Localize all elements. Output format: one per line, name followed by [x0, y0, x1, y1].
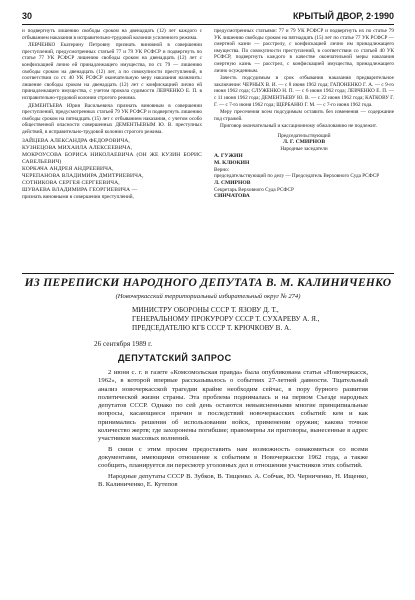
verdict-columns — [22, 28, 394, 270]
presiding-name: Л. Г. СМИРНОВ — [282, 139, 326, 146]
defendant-name: ЗАЙЦЕВА АЛЕКСАНДРА ФЕДОРОВИЧА, — [22, 137, 130, 144]
defendant-name: МОКРОУСОВА БОРИСА НИКОЛАЕВИЧА (ОН ЖЕ КУЗИН БОРИС САВЕЛЬЕВИЧ) — [22, 151, 202, 165]
assessor-name: М. КЛЮКИН — [214, 159, 250, 166]
newspaper-page — [22, 10, 394, 590]
assessors-label: Народные заседатели — [280, 146, 328, 153]
defendant-name: КУЗНЕЦОВА МИХАИЛА АЛЕКСЕЕВИЧА, — [22, 144, 133, 151]
true-copy-role: председательствующий по делу — Председатель Верховного Суда РСФСР — [214, 173, 380, 180]
true-copy-label: Верно: — [214, 166, 230, 173]
presiding-label: Председательствующий — [277, 132, 331, 139]
left-paragraph: ДЕМЕНТЬЕВА Юрия Васильевича признать виновным в совершении преступлений, предусмотренных статьей 79 УК РСФСР и подвергнуть лишению свободы сроком на пятнадцать (15) лет с отбыванием наказания, с учетом особо общественной опасности совершенных ДЕМЕНТЬЕВЫМ Ю. В. преступных действий, в исправительно-трудовой колонии строгого режима. — [22, 102, 202, 135]
addressee-block — [132, 306, 394, 333]
right-paragraph: предусмотренных статьями: 77 и 79 УК РСФСР и подвергнуть их по статье 79 УК лишению свободы сроком на пятнадцать (15) лет по статье 77 УК РСФСР — смертной казни — расстрелу, с конфискацией лично им принадлежащего имущества. По совокупности преступлений, в соответствии со статьей 40 УК РСФСР, подвергнуть каждого в качестве окончательной меры наказания смертную казнь — расстрел, с конфискацией имущества, принадлежащего лично осужденным. — [214, 28, 394, 74]
left-paragraph: ЛЕВЧЕНКО Екатерину Петровну признать виновной в совершении преступлений, предусмотренных статьей 77 и 79 УК РСФСР и подвергнуть по статье 77 УК РСФСР лишению свободы сроком на двенадцать (12) лет с конфискацией лично ей принадлежащего имущества, по ст. 79 — лишению свободы сроком на двенадцать (12) лет, а по совокупности преступлений, в соответствии со ст. 40 УК РСФСР окончательную меру наказания назначить: лишение свободы сроком на двенадцать (12) лет с конфискацией лично ей принадлежащего имущества, с учетом прокола судимости ЛЕВЧЕНКО Е. П. в исправительно-трудовой колонии строгого режима. — [22, 42, 202, 101]
defendant-list — [22, 138, 202, 195]
right-column — [214, 28, 394, 270]
request-body — [98, 369, 368, 584]
secretary-name: СИНЧАТОВА — [214, 192, 250, 199]
right-paragraph: Зачесть подсудимым в срок отбывания наказания предварительное заключение: ЧЕРНЫХ В. И. — с 8 июня 1962 года; ГАПОНЕНКО Г. А. — с 9-го июня 1962 года; СЛУЖЕНКО Н. П. — с 6 июня 1962 года; ЛЕВЧЕНКО Е. П. — с 11 июня 1962 года; ДЕМЕНТЬЕВУ Ю. В. — с 22 июня 1962 года; КАТКОВУ Г. Г. — с 7-го июня 1962 года; ЩЕРБАНЮ Г. М. — с 7-го июня 1962 года. — [214, 75, 394, 108]
addressee-line: ПРЕДСЕДАТЕЛЮ КГБ СССР Т. КРЮЧКОВУ В. А. — [132, 324, 292, 332]
secretary-role: Секретарь Верховного Суда РСФСР — [214, 186, 294, 193]
article-headline: ИЗ ПЕРЕПИСКИ НАРОДНОГО ДЕПУТАТА В. М. КАЛИНИЧЕНКО — [24, 277, 392, 289]
request-title: ДЕПУТАТСКИЙ ЗАПРОС — [118, 353, 232, 363]
right-paragraph: Меру пресечения всем подсудимым оставить без изменения — содержание под стражей. — [214, 109, 394, 122]
signers-line: Народные депутаты СССР В. Зубков, В. Тищенко. А. Собчак, Ю. Черниченко, Н. Ищенко, В. Калиниченко, Е. Кутепов — [98, 472, 368, 488]
right-paragraph: Приговор окончательный и кассационному обжалованию не подлежит. — [220, 123, 377, 130]
defendant-name: ШУВАЕВА ВЛАДИМИРА ГЕОРГИЕВИЧА — — [22, 187, 138, 194]
body-paragraph: В связи с этим просим предоставить нам возможность ознакомиться со всеми документами, имеющими отношение к событиям в Новочеркасске 1962 года, а также сообщить, планируется ли пересмотр уголовных дел в отношении участников этих событий. — [98, 445, 368, 470]
body-paragraph: 2 июня с. г. в газете «Комсомольская правда» была опубликована статья «Новочеркасск, 1962», в которой впервые рассказывалось о событиях 27-летней давности. Тщательный анализ новочеркасской трагедии крайне необходим сейчас, в пору бурного развития политической жизни страны. Эта проблема поднималась и на первом Съезде народных депутатов СССР. Однако по сей день остаются невыясненными многие принципиальные вопросы, касающиеся причин и последствий новочеркасских событий: кем и как принимались решения об использовании войск, применении оружия; какова точное количество жертв; где захоронены погибшие; правомерны ли приговоры, вынесенные в адрес участников массовых волнений. — [98, 369, 368, 443]
left-column — [22, 28, 202, 270]
addressee-line: ГЕНЕРАЛЬНОМУ ПРОКУРОРУ СССР Т. СУХАРЕВУ А. Я., — [132, 315, 320, 323]
true-copy-name: Л. СМИРНОВ — [214, 179, 251, 186]
article-subheadline: (Новочеркасский территориальный избирательный округ № 274) — [115, 293, 301, 300]
left-paragraph: признать виновными в совершении преступлений, — [22, 194, 134, 201]
assessor-name: А. ГУЖИН — [214, 152, 243, 159]
page-number: 30 — [22, 11, 33, 21]
defendant-name: КОРКАЧА АНДРЕЯ АНДРЕЕВИЧА, — [22, 165, 114, 172]
section-divider — [22, 273, 394, 274]
signature-block — [214, 133, 394, 200]
running-head: КРЫТЫЙ ДВОР, 2·1990 — [292, 11, 394, 21]
page-header — [22, 10, 394, 25]
defendant-name: СОТНИКОВА СЕРГЕЯ СЕРГЕЕВИЧА, — [22, 180, 120, 187]
defendant-name: ЧЕРЕПАНОВА ВЛАДИМИРА ДМИТРИЕВИЧА, — [22, 172, 144, 179]
addressee-line: МИНИСТРУ ОБОРОНЫ СССР Т. ЯЗОВУ Д. Т., — [132, 306, 279, 314]
letter-date: 26 сентября 1989 г. — [94, 340, 153, 348]
left-paragraph: и подвергнуть лишению свободы сроком на двенадцать (12) лет каждого с отбыванием наказания в исправительно-трудовой колонии усиленного режима. — [22, 28, 202, 41]
